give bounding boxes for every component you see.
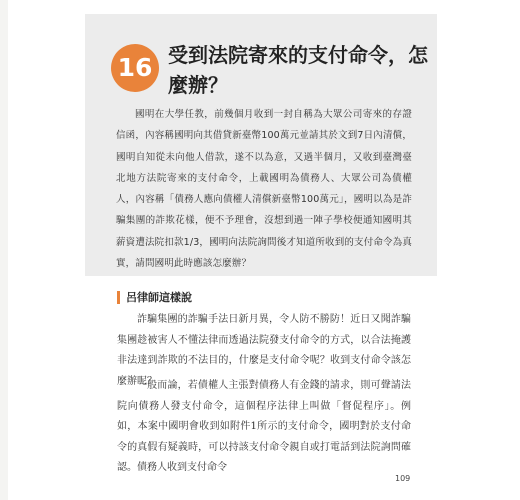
page-edge xyxy=(0,0,8,500)
chapter-title: 受到法院寄來的支付命令，怎麼辦？ xyxy=(168,43,428,97)
answer-paragraph: 詐騙集團的詐騙手法日新月異，令人防不勝防！近日又聞詐騙集團趁被害人不懂法律而透過法院發支付命令的方式，以合法掩護非法達到詐欺的不法目的，什麼是支付命令呢？收到支付命令該怎麼辦呢？ xyxy=(117,314,411,387)
section-title: 呂律師這樣說 xyxy=(126,291,192,304)
page-number: 109 xyxy=(395,474,411,483)
answer-paragraph: 一般而論，若債權人主張對債務人有金錢的請求，則可聲請法院向債務人發支付命令，這個程序法律上叫做「督促程序」。例如，本案中國明會收到如附件1所示的支付命令，國明對於支付命令的真假有疑義時，可以持該支付命令親自或打電話到法院詢問確認。債務人收到支付命令 xyxy=(117,380,411,473)
section-marker xyxy=(117,291,120,304)
section-heading xyxy=(117,290,192,304)
chapter-number-badge: 16 xyxy=(111,44,159,92)
question-text: 國明在大學任教，前幾個月收到一封自稱為大眾公司寄來的存證信函，內容稱國明向其借貸新臺幣100萬元並請其於文到7日內清償，國明自知從未向他人借款，遂不以為意，又過半個月，又收到臺灣臺北地方法院寄來的支付命令，上載國明為債務人、大眾公司為債權人，內容稱「債務人應向債權人清償新臺幣100萬元」，國明以為是詐騙集團的詐欺花樣，便不予理會，沒想到過一陣子學校便通知國明其薪資遭法院扣款1/3，國明向法院詢問後才知道所收到的支付命令為真實，請問國明此時應該怎麼辦？ xyxy=(116,109,412,270)
